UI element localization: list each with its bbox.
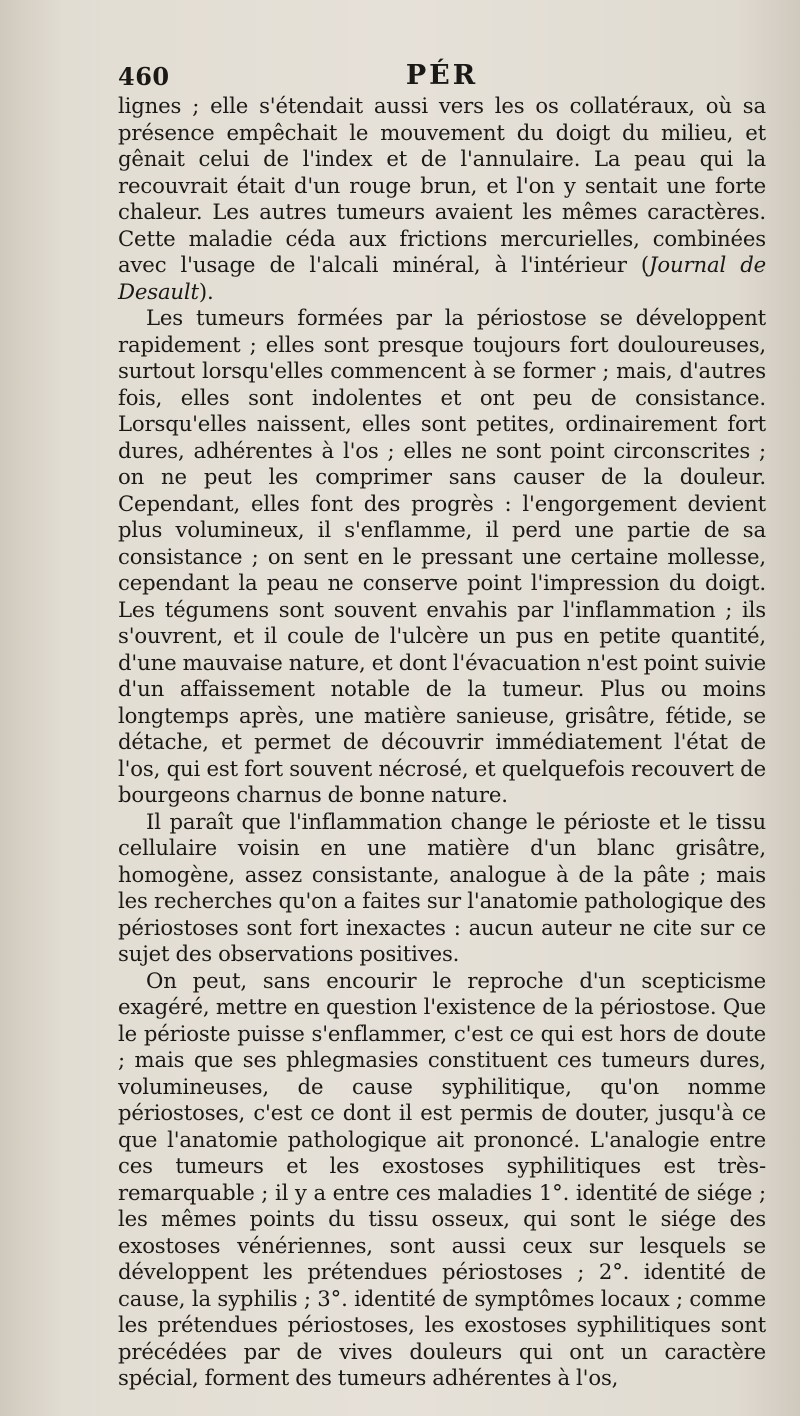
paragraph	[118, 305, 766, 809]
body-text	[118, 93, 766, 1392]
paragraph-continued	[118, 93, 766, 305]
page-header	[118, 60, 766, 94]
paragraph-text: Il paraît que l'inflammation change le périoste et le tissu cellulaire voisin en une matière d'un blanc grisâtre, homogène, assez consistante, analogue à de la pâte ; mais les recherches qu'on a faites sur l'anatomie pathologique des périostoses sont fort inexactes : aucun auteur ne cite sur ce sujet des observations positives.	[118, 808, 766, 966]
page-number: 460	[118, 62, 170, 91]
journal-citation: Journal de Desault	[118, 252, 766, 304]
paragraph-text: On peut, sans encourir le reproche d'un scepticisme exagéré, mettre en question l'existence de la périostose. Que le périoste puisse s'enflammer, c'est ce qui est hors de doute ; mais que ses phlegmasies constituent ces tumeurs dures, volumineuses, de cause syphilitique, qu'on nomme périostoses, c'est ce dont il est permis de douter, jusqu'à ce que l'anatomie pathologique ait prononcé. L'analogie entre ces tumeurs et les exostoses syphilitiques est très-remarquable ; il y a entre ces maladies 1°. identité de siége ; les mêmes points du tissu osseux, qui sont le siége des exostoses vénériennes, sont aussi ceux sur lesquels se développent les prétendues périostoses ; 2°. identité de cause, la syphilis ; 3°. identité de symptômes locaux ; comme les prétendues périostoses, les exostoses syphilitiques sont précédées par de vives douleurs qui ont un caractère spécial, forment des tumeurs adhérentes à l'os,	[118, 967, 766, 1390]
paragraph	[118, 968, 766, 1392]
paragraph-text: ).	[198, 278, 214, 304]
paragraph-text: lignes ; elle s'étendait aussi vers les os collatéraux, où sa présence empêchait le mouvement du doigt du milieu, et gênait celui de l'index et de l'annulaire. La peau qui la recouvrait était d'un rouge brun, et l'on y sentait une forte chaleur. Les autres tumeurs avaient les mêmes caractères. Cette maladie céda aux frictions mercurielles, combinées avec l'usage de l'alcali minéral, à l'intérieur (	[118, 93, 766, 277]
paragraph-text: Les tumeurs formées par la périostose se développent rapidement ; elles sont presque toujours fort douloureuses, surtout lorsqu'elles commencent à se former ; mais, d'autres fois, elles sont indolentes et ont peu de consistance. Lorsqu'elles naissent, elles sont petites, ordinairement fort dures, adhérentes à l'os ; elles ne sont point circonscrites ; on ne peut les comprimer sans causer de la douleur. Cependant, elles font des progrès : l'engorgement devient plus volumineux, il s'enflamme, il perd une partie de sa consistance ; on sent en le pressant une certaine mollesse, cependant la peau ne conserve point l'impression du doigt. Les tégumens sont souvent envahis par l'inflammation ; ils s'ouvrent, et il coule de l'ulcère un pus en petite quantité, d'une mauvaise nature, et dont l'évacuation n'est point suivie d'un affaissement notable de la tumeur. Plus ou moins longtemps après, une matière sanieuse, grisâtre, fétide, se détache, et permet de découvrir immédiatement l'état de l'os, qui est fort souvent nécrosé, et quelquefois recouvert de bourgeons charnus de bonne nature.	[118, 305, 766, 807]
paragraph	[118, 809, 766, 968]
running-head: PÉR	[405, 60, 479, 91]
